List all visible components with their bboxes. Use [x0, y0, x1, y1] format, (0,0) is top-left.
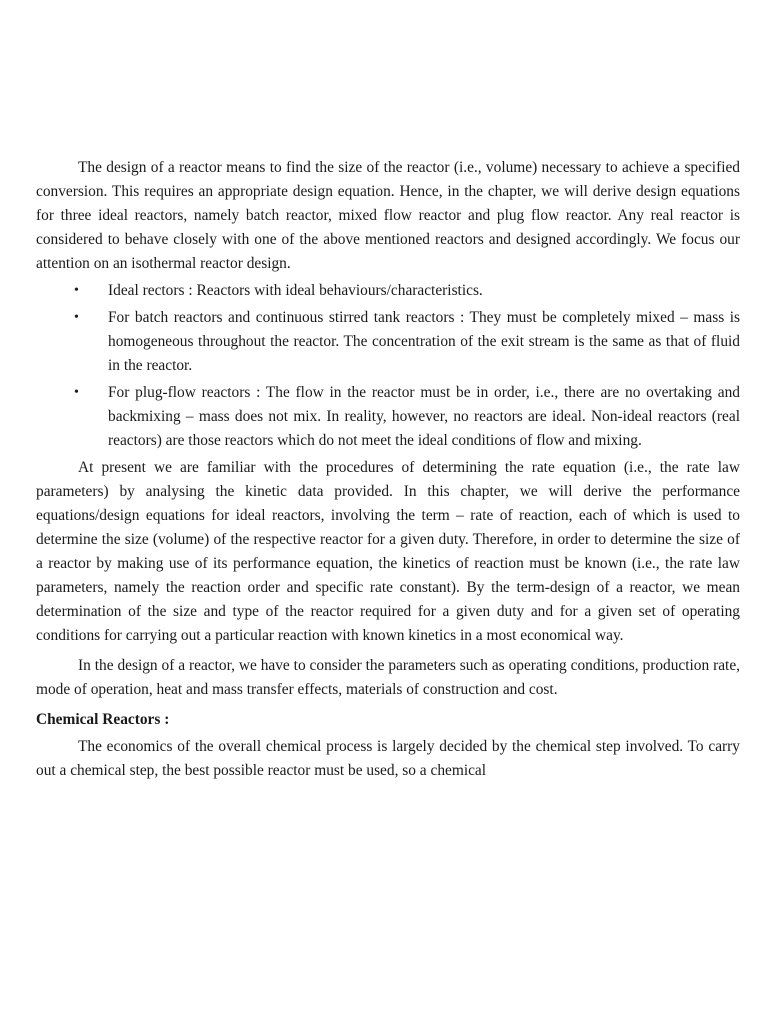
body-paragraph: The economics of the overall chemical process is largely decided by the chemical step involved. To carry out a chemical step, the best possible reactor must be used, so a chemical [36, 738, 740, 779]
body-paragraph: In the design of a reactor, we have to consider the parameters such as operating conditions, production rate, mode of operation, heat and mass transfer effects, materials of construction and cost. [36, 657, 740, 698]
bullet-dot: • [74, 385, 79, 400]
bullet-list [36, 279, 740, 453]
section-heading: Chemical Reactors : [36, 711, 170, 728]
bullet-item [36, 306, 740, 378]
bullet-text: For plug-flow reactors : The flow in the reactor must be in order, i.e., there are no overtaking and backmixing – mass does not mix. In reality, however, no reactors are ideal. Non-ideal reactors (real reactors) are those reactors which do not meet the ideal conditions of flow and mixing. [108, 384, 740, 449]
intro-paragraph: The design of a reactor means to find the size of the reactor (i.e., volume) necessary to achieve a specified conversion. This requires an appropriate design equation. Hence, in the chapter, we will derive design equations for three ideal reactors, namely batch reactor, mixed flow reactor and plug flow reactor. Any real reactor is considered to behave closely with one of the above mentioned reactors and designed accordingly. We focus our attention on an isothermal reactor design. [36, 159, 740, 272]
bullet-item [36, 381, 740, 453]
bullet-text: For batch reactors and continuous stirred tank reactors : They must be completely mixed – mass is homogeneous throughout the reactor. The concentration of the exit stream is the same as that of fluid in the reactor. [108, 309, 740, 374]
body-paragraph: At present we are familiar with the procedures of determining the rate equation (i.e., the rate law parameters) by analysing the kinetic data provided. In this chapter, we will derive the performance equations/design equations for ideal reactors, involving the term – rate of reaction, each of which is used to determine the size (volume) of the respective reactor for a given duty. Therefore, in order to determine the size of a reactor by making use of its performance equation, the kinetics of reaction must be known (i.e., the rate law parameters, namely the reaction order and specific rate constant). By the term-design of a reactor, we mean determination of the size and type of the reactor required for a given duty and for a given set of operating conditions for carrying out a particular reaction with known kinetics in a most economical way. [36, 459, 740, 644]
bullet-dot: • [74, 310, 79, 325]
bullet-item [36, 279, 740, 303]
document-page [36, 156, 740, 783]
bullet-dot: • [74, 283, 79, 298]
bullet-text: Ideal rectors : Reactors with ideal behaviours/characteristics. [108, 282, 483, 299]
